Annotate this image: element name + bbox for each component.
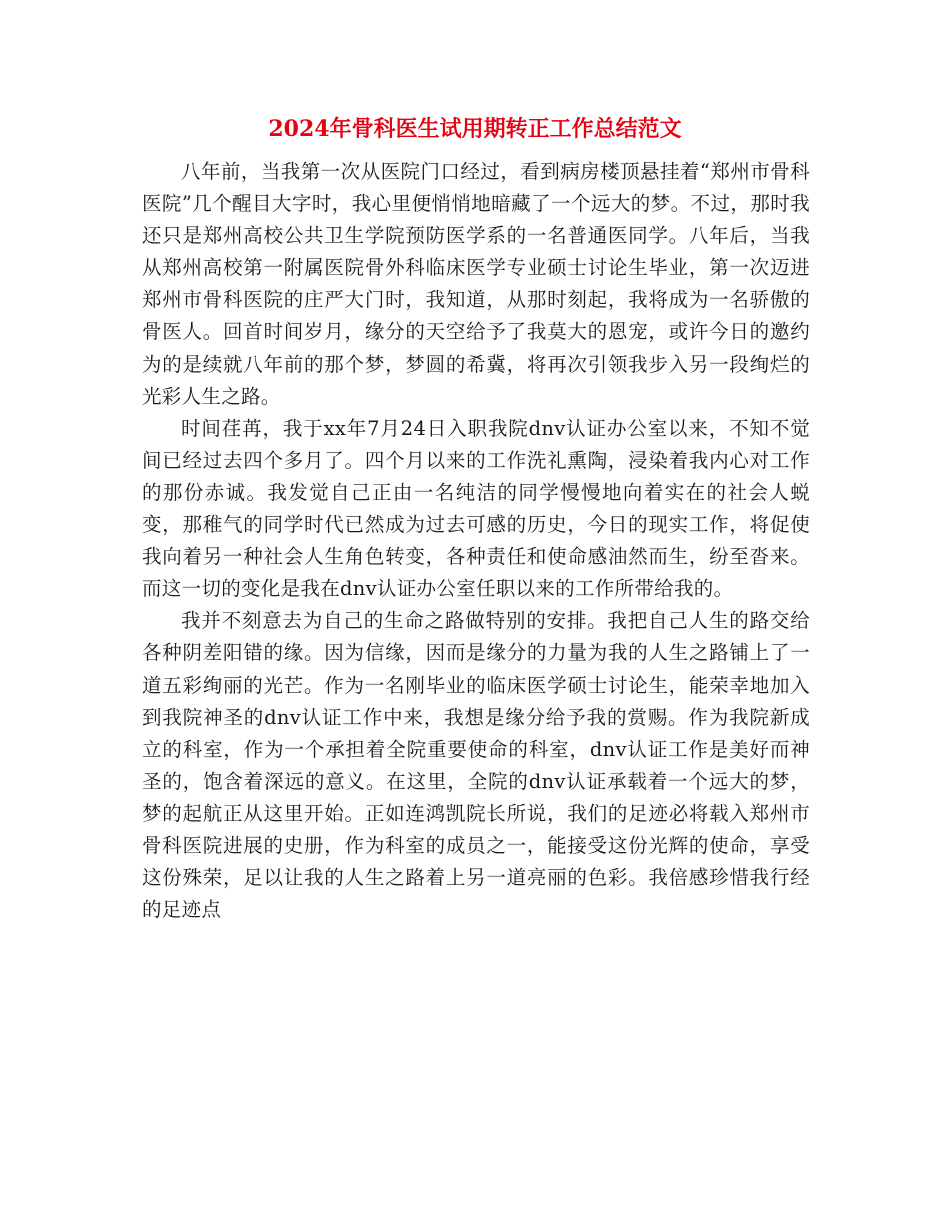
paragraph: 我并不刻意去为自己的生命之路做特别的安排。我把自己人生的路交给各种阴差阳错的缘。因为信缘，因而是缘分的力量为我的人生之路铺上了一道五彩绚丽的光芒。作为一名刚毕业的临床医学硕士讨论生，能荣幸地加入到我院神圣的dnv认证工作中来，我想是缘分给予我的赏赐。作为我院新成立的科室，作为一个承担着全院重要使命的科室，dnv认证工作是美好而神圣的，饱含着深远的意义。在这里，全院的dnv认证承载着一个远大的梦，梦的起航正从这里开始。正如连鸿凯院长所说，我们的足迹必将载入郑州市骨科医院进展的史册，作为科室的成员之一，能接受这份光辉的使命，享受这份殊荣，足以让我的人生之路着上另一道亮丽的色彩。我倍感珍惜我行经的足迹点 — [142, 609, 810, 922]
paragraph: 八年前，当我第一次从医院门口经过，看到病房楼顶悬挂着“郑州市骨科医院”几个醒目大字时，我心里便悄悄地暗藏了一个远大的梦。不过，那时我还只是郑州高校公共卫生学院预防医学系的一名普通医同学。八年后，当我从郑州高校第一附属医院骨外科临床医学专业硕士讨论生毕业，第一次迈进郑州市骨科医院的庄严大门时，我知道，从那时刻起，我将成为一名骄傲的骨医人。回首时间岁月，缘分的天空给予了我莫大的恩宠，或许今日的邀约为的是续就八年前的那个梦，梦圆的希冀，将再次引领我步入另一段绚烂的光彩人生之路。 — [142, 160, 810, 408]
document-title: 2024年骨科医生试用期转正工作总结范文 — [268, 116, 682, 142]
paragraph: 时间荏苒，我于xx年7月24日入职我院dnv认证办公室以来，不知不觉间已经过去四个多月了。四个月以来的工作洗礼熏陶，浸染着我内心对工作的那份赤诚。我发觉自己正由一名纯洁的同学慢慢地向着实在的社会人蜕变，那稚气的同学时代已然成为过去可感的历史，今日的现实工作，将促使我向着另一种社会人生角色转变，各种责任和使命感油然而生，纷至沓来。而这一切的变化是我在dnv认证办公室任职以来的工作所带给我的。 — [142, 416, 810, 601]
document-body — [142, 156, 810, 926]
